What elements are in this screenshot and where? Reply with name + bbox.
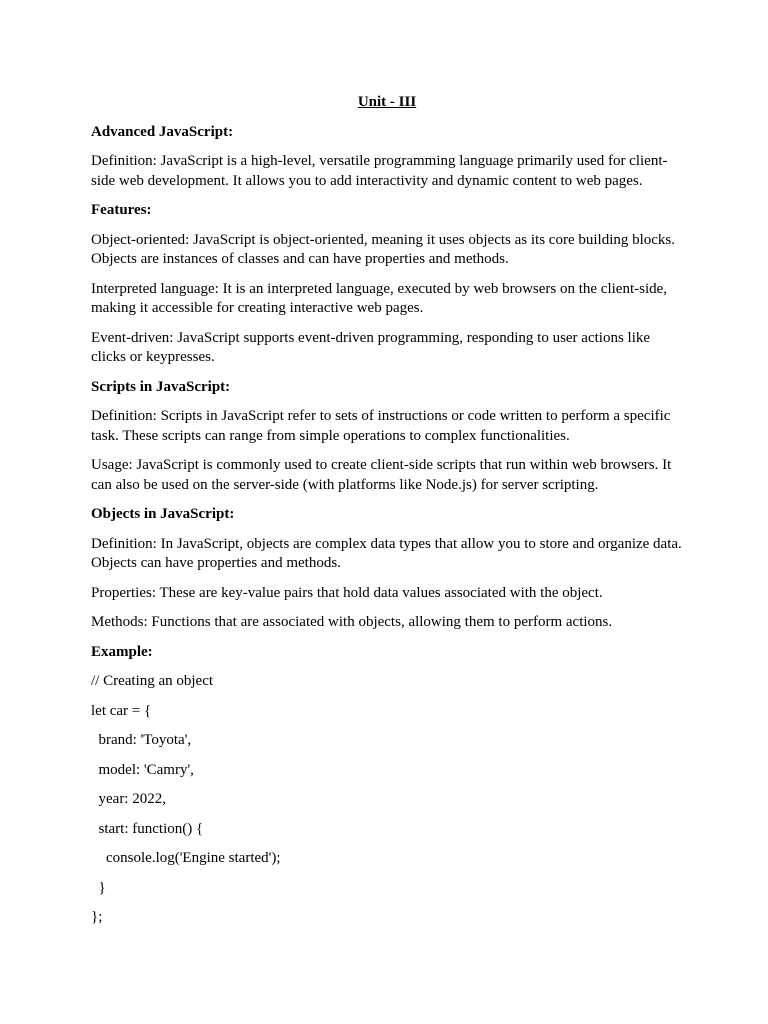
objects-properties: Properties: These are key-value pairs that hold data values associated with the object. xyxy=(91,584,603,601)
code-line: brand: 'Toyota', xyxy=(91,732,192,748)
code-line: start: function() { xyxy=(91,820,204,837)
feature-interpreted: Interpreted language: It is an interpreted language, executed by web browsers on the client-side, making it accessible for creating interactive web pages. xyxy=(91,280,668,316)
code-line: model: 'Camry', xyxy=(91,761,194,778)
heading-advanced-javascript: Advanced JavaScript: xyxy=(91,123,234,140)
code-line: // Creating an object xyxy=(91,673,214,689)
code-line: year: 2022, xyxy=(91,791,166,807)
heading-scripts: Scripts in JavaScript: xyxy=(91,378,231,395)
document-page xyxy=(91,93,683,938)
objects-methods: Methods: Functions that are associated with objects, allowing them to perform actions. xyxy=(91,614,613,630)
scripts-definition: Definition: Scripts in JavaScript refer to sets of instructions or code written to perform a specific task. These scripts can range from simple operations to complex functionalities. xyxy=(91,408,671,444)
code-line: } xyxy=(91,879,106,896)
code-line: let car = { xyxy=(91,702,152,719)
scripts-usage: Usage: JavaScript is commonly used to create client-side scripts that run within web browsers. It can also be used on the server-side (with platforms like Node.js) for server scripting. xyxy=(91,457,672,493)
heading-objects: Objects in JavaScript: xyxy=(91,506,235,522)
document-title: Unit - III xyxy=(357,94,417,110)
heading-features: Features: xyxy=(91,202,152,218)
feature-object-oriented: Object-oriented: JavaScript is object-oriented, meaning it uses objects as its core building blocks. Objects are instances of classes and can have properties and methods. xyxy=(91,231,676,267)
objects-definition: Definition: In JavaScript, objects are complex data types that allow you to store and organize data. Objects can have properties and methods. xyxy=(91,535,682,571)
heading-example: Example: xyxy=(91,643,153,660)
code-line: }; xyxy=(91,909,103,925)
feature-event-driven: Event-driven: JavaScript supports event-driven programming, responding to user actions like clicks or keypresses. xyxy=(91,329,651,365)
code-line: console.log('Engine started'); xyxy=(91,850,281,866)
advanced-definition: Definition: JavaScript is a high-level, versatile programming language primarily used for client-side web development. It allows you to add interactivity and dynamic content to web pages. xyxy=(91,153,668,189)
